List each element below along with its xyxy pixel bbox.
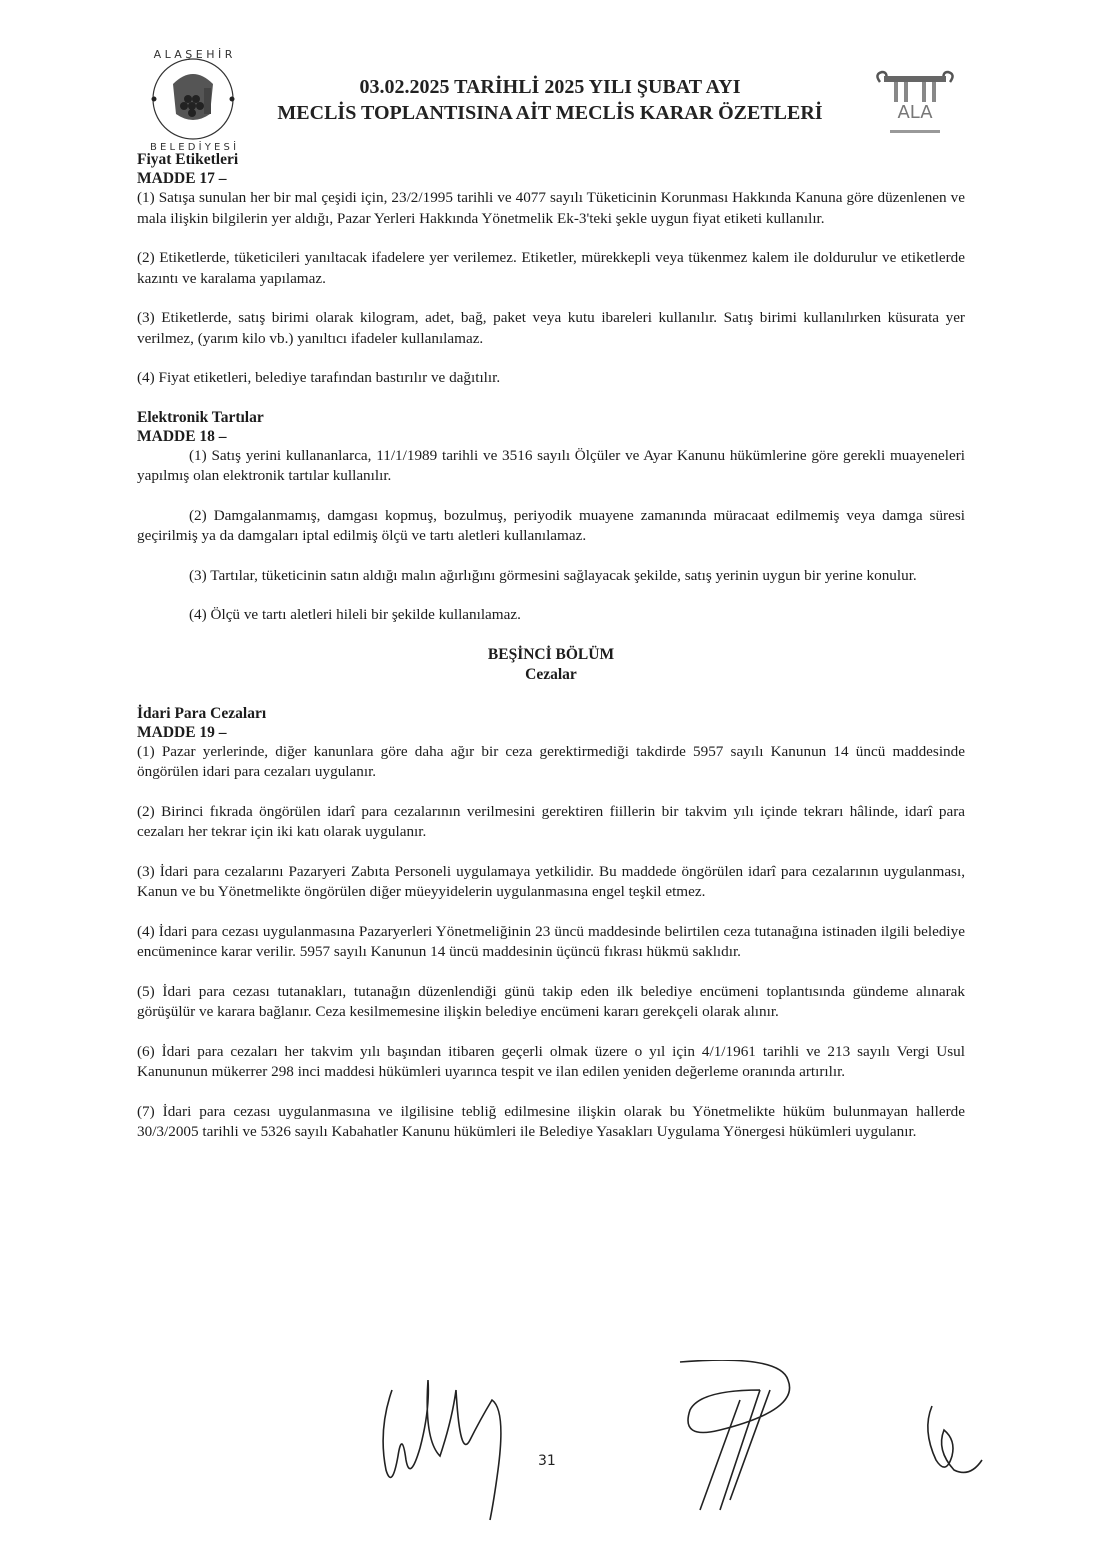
article-18-paragraph-3: (3) Tartılar, tüketicinin satın aldığı malın ağırlığını görmesini sağlayacak şekilde, satış yerinin uygun bir yerine konulur. [189, 566, 917, 584]
signature-middle [680, 1360, 790, 1510]
article-17-paragraph-2: (2) Etiketlerde, tüketicileri yanıltacak ifadelere yer verilemez. Etiketler, mürekkepli veya tükenmez kalem ile doldurulur ve etiketlerde kazıntı ve karalama yapılamaz. [137, 249, 965, 287]
article-17-paragraph-4: (4) Fiyat etiketleri, belediye tarafından bastırılır ve dağıtılır. [137, 369, 501, 386]
title-line-1: 03.02.2025 TARİHLİ 2025 YILI ŞUBAT AYI [359, 76, 741, 98]
municipality-seal-logo [138, 44, 248, 154]
page-number: 31 [538, 1453, 556, 1469]
svg-text:B E L E D İ Y E S İ: B E L E D İ Y E S İ [149, 142, 237, 153]
article-17-heading: Fiyat Etiketleri [137, 151, 239, 168]
page-header [130, 40, 970, 153]
signature-right [928, 1406, 982, 1472]
article-18-heading: Elektronik Tartılar [137, 408, 264, 426]
article-18-paragraph-2: (2) Damgalanmamış, damgası kopmuş, bozulmuş, periyodik muayene zamanında müracaat edilmemiş veya damga süresi geçirilmiş ya da damgaları iptal edilmiş ölçü ve tartı aletleri kullanılamaz. [137, 506, 965, 544]
article-19-paragraph-7: (7) İdari para cezası uygulanmasına ve ilgilisine tebliğ edilmesine ilişkin olarak bu Yönetmelikte hüküm bulunmayan hallerde 30/3/2005 tarihli ve 5326 sayılı Kabahatler Kanunu hükümleri ile Belediye Yasakları Uygulama Yönergesi hükümleri uygulanır. [137, 1102, 965, 1140]
article-18-number: MADDE 18 – [137, 427, 227, 445]
signature-left [383, 1380, 501, 1520]
article-17-number: MADDE 17 – [137, 170, 227, 187]
article-19-paragraph-4: (4) İdari para cezası uygulanmasına Pazaryerleri Yönetmeliğinin 23 üncü maddesinde belirtilen ceza tutanağına istinaden ilgili belediye encümenince karar verilir. 5957 sayılı Kanunun 14 üncü maddesinin üçüncü fıkrası hükmü saklıdır. [137, 922, 965, 960]
article-19-paragraph-5: (5) İdari para cezası tutanakları, tutanağın düzenlendiği günü takip eden ilk belediye encümeni toplantısında gündeme alınarak görüşülür ve karara bağlanır. Ceza kesilmemesine ilişkin belediye encümeni kararı gerekçeli olarak alınır. [137, 982, 965, 1020]
document-title [250, 74, 850, 126]
article-18-paragraph-4: (4) Ölçü ve tartı aletleri hileli bir şekilde kullanılamaz. [189, 606, 521, 623]
svg-text:A L A Ş E H İ R: A L A Ş E H İ R [153, 48, 233, 61]
chapter-title: BEŞİNCİ BÖLÜM [487, 645, 615, 663]
ala-column-logo [870, 68, 960, 148]
chapter-subtitle: Cezalar [525, 665, 577, 683]
article-19-paragraph-6: (6) İdari para cezaları her takvim yılı başından itibaren geçerli olmak üzere o yıl için 4/1/1961 tarihli ve 213 sayılı Vergi Usul Kanununun mükerrer 298 inci maddesi hükümleri uyarınca tespit ve ilan edilen yeniden değerleme oranında artırılır. [137, 1042, 965, 1080]
article-19-heading: İdari Para Cezaları [137, 704, 267, 722]
svg-text:ALA: ALA [897, 102, 933, 123]
article-19-paragraph-2: (2) Birinci fıkrada öngörülen idarî para cezalarının verilmesini gerektiren fiillerin bir takvim yılı içinde tekrarı hâlinde, idarî para cezaları her tekrar için iki katı olarak uygulanır. [137, 802, 965, 840]
article-19-number: MADDE 19 – [137, 723, 227, 741]
title-line-2: MECLİS TOPLANTISINA AİT MECLİS KARAR ÖZETLERİ [277, 102, 823, 124]
article-18-paragraph-1: (1) Satış yerini kullananlarca, 11/1/1989 tarihli ve 3516 sayılı Ölçüler ve Ayar Kanunu hükümlerine göre gerekli muayeneleri yapılmış olan elektronik tartılar kullanılır. [137, 446, 965, 484]
document-body [137, 150, 965, 1143]
article-19-paragraph-1: (1) Pazar yerlerinde, diğer kanunlara göre daha ağır bir ceza gerektirmediği takdirde 5957 sayılı Kanunun 14 üncü maddesinde öngörülen idari para cezaları uygulanır. [137, 742, 965, 780]
article-17-paragraph-3: (3) Etiketlerde, satış birimi olarak kilogram, adet, bağ, paket veya kutu ibareleri kullanılır. Satış birimi kullanılırken küsurata yer verilmez, (yarım kilo vb.) yanıltıcı ifadeler kullanılamaz. [137, 309, 965, 347]
article-17-paragraph-1: (1) Satışa sunulan her bir mal çeşidi için, 23/2/1995 tarihli ve 4077 sayılı Tüketicinin Korunması Hakkında Kanuna göre düzenlenen ve mala ilişkin bilgilerin yer aldığı, Pazar Yerleri Hakkında Yönetmelik Ek-3'teki şekle uygun fiyat etiketi kullanılır. [137, 189, 965, 227]
article-19-paragraph-3: (3) İdari para cezalarını Pazaryeri Zabıta Personeli uygulamaya yetkilidir. Bu maddede öngörülen idarî para cezalarının uygulanması, Kanun ve bu Yönetmelikte öngörülen diğer müeyyidelerin uygulanmasına engel teşkil etmez. [137, 862, 965, 900]
